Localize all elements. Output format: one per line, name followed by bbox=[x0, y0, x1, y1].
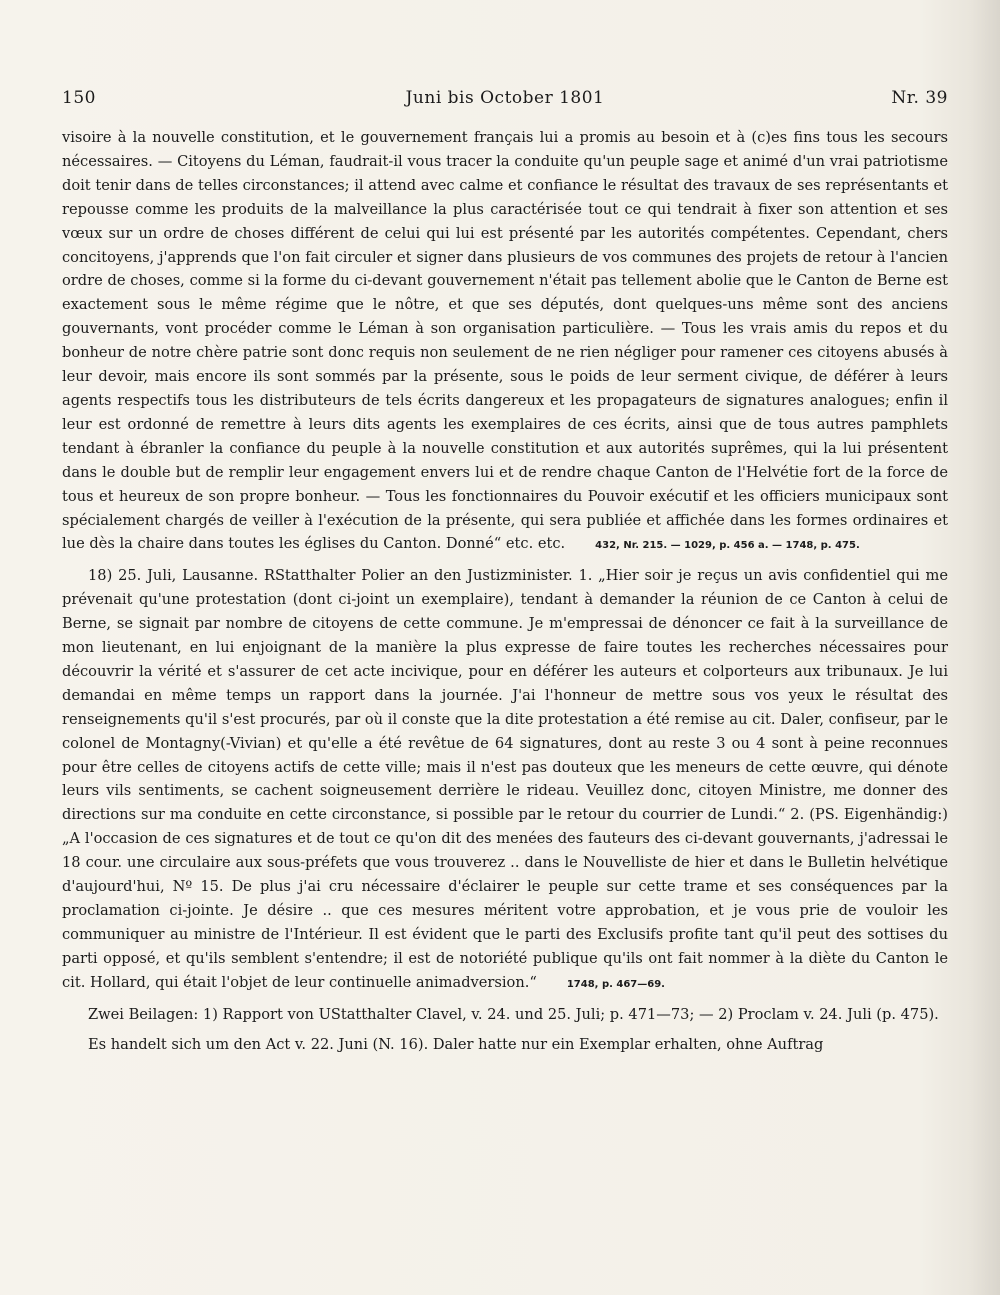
item-number: Nr. 39 bbox=[891, 88, 948, 108]
paragraph-note bbox=[62, 1033, 948, 1057]
paragraph-text: 18) 25. Juli, Lausanne. RStatthalter Polier an den Justizminister. 1. „Hier soir je reçus un avis confidentiel qui me prévenait qu'une protestation (dont ci-joint un exemplaire), tendant à demander la réunion de ce Canton à celui de Berne, se signait par nombre de citoyens de cette commune. Je m'empressai de dénoncer ce fait à la surveillance de mon lieutenant, en lui enjoignant de la manière la plus expresse de faire toutes les recherches nécessaires pour découvrir la vérité et s'assurer de cet acte incivique, pour en déférer les auteurs et colporteurs aux tribunaux. Je lui demandai en même temps un rapport dans la journée. J'ai l'honneur de mettre sous vos yeux le résultat des renseignements qu'il s'est procurés, par où il conste que la dite protestation a été remise au cit. Daler, confiseur, par le colonel de Montagny(-Vivian) et qu'elle a été revêtue de 64 signatures, dont au reste 3 ou 4 sont à peine reconnues pour être celles de citoyens actifs de cette ville; mais il n'est pas douteux que les meneurs de cette œuvre, qui dénote leurs vils sentiments, se cachent soigneusement derrière le rideau. Veuillez donc, citoyen Ministre, me donner des directions sur ma conduite en cette circonstance, si possible par le retour du courrier de Lundi.“ 2. (PS. Eigenhändig:) „A l'occasion de ces signatures et de tout ce qu'on dit des menées des fauteurs des ci-devant gouvernants, j'adressai le 18 cour. une circulaire aux sous-préfets que vous trouverez .. dans le Nouvelliste de hier et dans le Bulletin helvétique d'aujourd'hui, Nº 15. De plus j'ai cru nécessaire d'éclairer le peuple sur cette trame et ses conséquences par la proclamation ci-jointe. Je désire .. que ces mesures méritent votre approbation, et je vous prie de vouloir les communiquer au ministre de l'Intérieur. Il est évident que le parti des Exclusifs profite tant qu'il peut des sottises du parti opposé, et qu'ils semblent s'entendre; il est de notoriété publique qu'ils ont fait nommer à la diète du Canton le cit. Hollard, qui était l'objet de leur continuelle animadversion.“ bbox=[62, 567, 948, 991]
running-title: Juni bis October 1801 bbox=[405, 88, 605, 108]
paragraph-text: Es handelt sich um den Act v. 22. Juni (N. 16). Daler hatte nur ein Exemplar erhalten, ohne Auftrag bbox=[88, 1035, 824, 1053]
paragraph-entry-18 bbox=[62, 564, 948, 996]
page-body bbox=[62, 126, 948, 1056]
source-reference: 1748, p. 467—69. bbox=[566, 978, 665, 990]
paragraph-beilagen bbox=[62, 1003, 948, 1027]
paragraph-text: visoire à la nouvelle constitution, et le gouvernement français lui a promis au besoin et à (c)es fins tous les secours nécessaires. — Citoyens du Léman, faudrait-il vous tracer la conduite qu'un peuple sage et animé d'un vrai patriotisme doit tenir dans de telles circonstances; il attend avec calme et confiance le résultat des travaux de ses représentants et repousse comme les produits de la malveillance la plus caractérisée tout ce qui tendrait à fixer son attention et ses vœux sur un ordre de choses différent de celui qui lui est présenté par les autorités compétentes. Cependant, chers concitoyens, j'apprends que l'on fait circuler et signer dans plusieurs de vos communes des projets de retour à l'ancien ordre de choses, comme si la forme du ci-devant gouvernement n'était pas tellement abolie que le Canton de Berne est exactement sous le même régime que le nôtre, et que ses députés, dont quelques-uns même sont des anciens gouvernants, vont procéder comme le Léman à son organisation particulière. — Tous les vrais amis du repos et du bonheur de notre chère patrie sont donc requis non seulement de ne rien négliger pour ramener ces citoyens abusés à leur devoir, mais encore ils sont sommés par la présente, sous le poids de leur serment civique, de déférer à leurs agents respectifs tous les distributeurs de tels écrits dangereux et les propagateurs de signatures analogues; enfin il leur est ordonné de remettre à leurs dits agents les exemplaires de ces écrits, ainsi que de tous autres pamphlets tendant à ébranler la confiance du peuple à la nouvelle constitution et aux autorités suprêmes, qui la lui présentent dans le double but de remplir leur engagement envers lui et de rendre chaque Canton de l'Helvétie fort de la force de tous et heureux de son propre bonheur. — Tous les fonctionnaires du Pouvoir exécutif et les officiers municipaux sont spécialement chargés de veiller à l'exécution de la présente, qui sera publiée et affichée dans les formes ordinaires et lue dès la chaire dans toutes les églises du Canton. Donné“ etc. etc. bbox=[62, 129, 948, 553]
paragraph-proclamation bbox=[62, 126, 948, 558]
page-header bbox=[62, 88, 948, 118]
paragraph-text: Zwei Beilagen: 1) Rapport von UStatthalter Clavel, v. 24. und 25. Juli; p. 471—73; — 2) Proclam v. 24. Juli (p. 475). bbox=[88, 1005, 939, 1023]
page-number: 150 bbox=[62, 88, 96, 108]
source-reference: 432, Nr. 215. — 1029, p. 456 a. — 1748, p. 475. bbox=[595, 540, 860, 552]
